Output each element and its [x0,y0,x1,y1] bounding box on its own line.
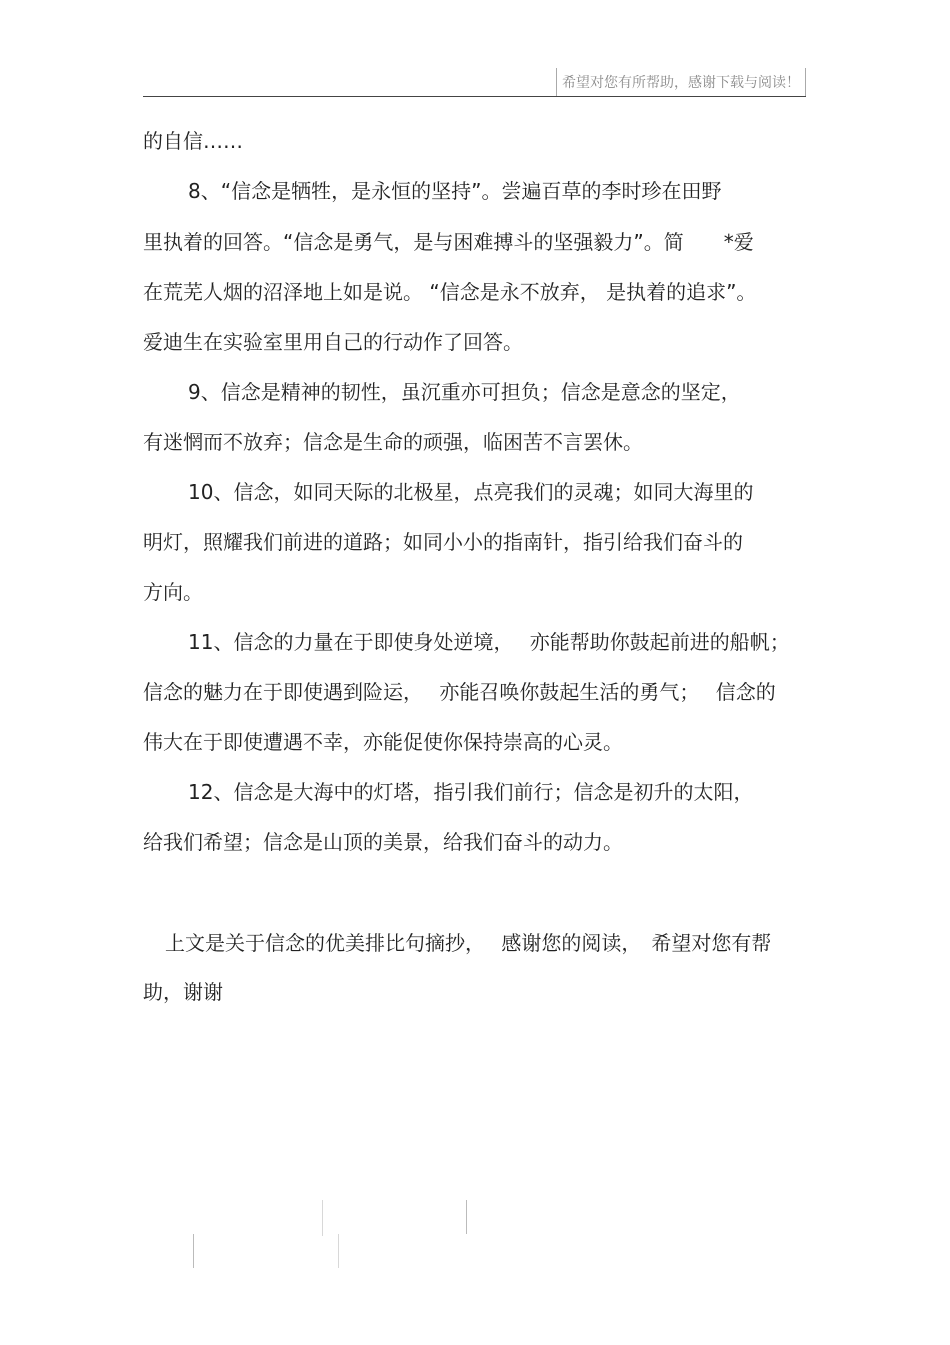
text-line: 上文是关于信念的优美排比句摘抄， 感谢您的阅读， 希望对您有帮 [165,931,772,955]
text-line: 助，谢谢 [143,980,223,1004]
text-line: 明灯，照耀我们前进的道路；如同小小的指南针，指引给我们奋斗的 [143,530,743,554]
text-line: 里执着的回答。“信念是勇气，是与困难搏斗的坚强毅力”。简 *爱 [143,230,754,254]
text-line: 给我们希望；信念是山顶的美景，给我们奋斗的动力。 [143,830,623,854]
text-line: 10、信念，如同天际的北极星，点亮我们的灵魂；如同大海里的 [188,480,754,504]
page-header [556,68,806,96]
text-line: 爱迪生在实验室里用自己的行动作了回答。 [143,330,523,354]
text-line: 信念的魅力在于即使遇到险运， 亦能召唤你鼓起生活的勇气； 信念的 [143,680,776,704]
text-line: 的自信…… [143,129,243,153]
text-line: 在荒芜人烟的沼泽地上如是说。 “信念是永不放弃， 是执着的追求”。 [143,280,757,304]
text-line: 方向。 [143,580,203,604]
scan-mark [322,1200,323,1236]
header-rule [143,96,806,97]
text-line: 8、“信念是牺牲，是永恒的坚持”。尝遍百草的李时珍在田野 [188,179,722,203]
text-line: 12、信念是大海中的灯塔，指引我们前行；信念是初升的太阳， [188,780,754,804]
text-line: 11、信念的力量在于即使身处逆境， 亦能帮助你鼓起前进的船帆； [188,630,790,654]
header-text: 希望对您有所帮助，感谢下载与阅读！ [562,75,800,91]
scan-mark [193,1234,194,1268]
text-line: 9、信念是精神的韧性，虽沉重亦可担负；信念是意念的坚定， [188,380,741,404]
scan-mark [338,1234,339,1268]
text-line: 有迷惘而不放弃；信念是生命的顽强，临困苦不言罢休。 [143,430,643,454]
scan-mark [466,1200,467,1234]
text-line: 伟大在于即使遭遇不幸，亦能促使你保持崇高的心灵。 [143,730,623,754]
